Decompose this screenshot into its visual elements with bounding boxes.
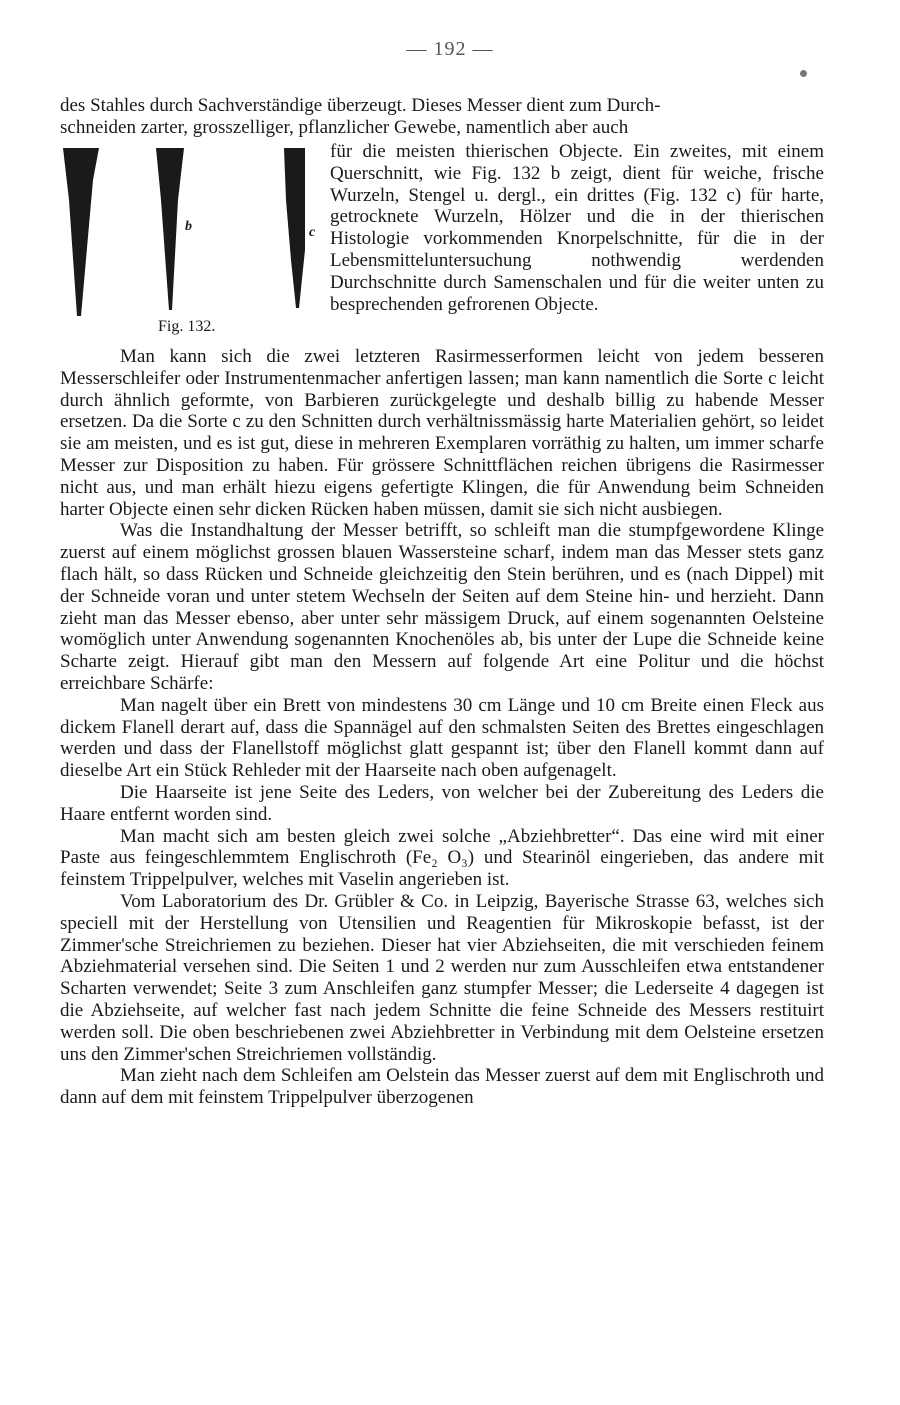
cross-section-b (156, 148, 184, 310)
page-number: — 192 — (406, 38, 494, 60)
figure-132 (55, 140, 325, 340)
paragraph-4: Die Haarseite ist jene Seite des Leders, von welcher bei der Zubereitung des Leders die Haare entfernt worden sind. (60, 781, 824, 825)
label-b: b (185, 219, 192, 234)
paragraph-7: Man zieht nach dem Schleifen am Oelstein das Messer zuerst auf dem mit Englischroth und dann auf dem mit feinstem Trippelpulver überzogenen (60, 1065, 824, 1109)
label-c: c (309, 225, 316, 240)
intro-line-2: schneiden zarter, grosszelliger, pflanzlicher Gewebe, namentlich aber auch (60, 116, 629, 138)
body-text (60, 346, 824, 1109)
wrap-text: für die meisten thierischen Objecte. Ein zweites, mit einem Querschnitt, wie Fig. 132 b zeigt, dient für weiche, frische Wurzeln, Stengel u. dergl., ein drittes (Fig. 132 c) für harte, getrocknete Wurzeln, Hölzer und die in der thierischen Histologie vorkommenden Knorpelschnitte, für die in der Lebensmitteluntersuchung nothwendig werdenden Durchschnitte durch Samenschalen und für die weiter unten zu besprechenden gefrorenen Objecte. (330, 141, 824, 315)
cross-section-c (284, 148, 305, 308)
intro-text (60, 95, 824, 139)
razor-cross-sections (55, 140, 325, 340)
paragraph-3: Man nagelt über ein Brett von mindestens 30 cm Länge und 10 cm Breite einen Fleck aus dickem Flanell derart auf, dass die Spannägel auf den schmalsten Seiten des Brettes eingeschlagen werden und dass der Flanellstoff möglichst glatt gespannt ist; über den Flanell kommt dann auf dieselbe Art ein Stück Rehleder mit der Haarseite nach oben aufgenagelt. (60, 694, 824, 782)
ink-dot (800, 70, 807, 77)
intro-line-1: des Stahles durch Sachverständige überzeugt. Dieses Messer dient zum Durch- (60, 95, 661, 116)
wrap-column (330, 141, 824, 315)
paragraph-1: Man kann sich die zwei letzteren Rasirmesserformen leicht von jedem besseren Messerschleifer oder Instrumentenmacher anfertigen lassen; man kann namentlich die Sorte c leicht durch ähnlich geformte, von Barbieren zurückgelegte und deshalb billig zu habende Messer ersetzen. Da die Sorte c zu den Schnitten durch verhältnissmässig harte Materialien gehört, so leidet sie am meisten, und es ist gut, diese in mehreren Exemplaren vorräthig zu halten, um immer scharfe Messer zur Disposition zu haben. Für grössere Schnittflächen reichen übrigens die Rasirmesser nicht aus, und man erhält hiezu eigens gefertigte Klingen, die für Anwendung beim Schneiden harter Objecte einen sehr dicken Rücken haben müssen, damit sie sich nicht ausbiegen. (60, 346, 824, 520)
paragraph-6: Vom Laboratorium des Dr. Grübler & Co. in Leipzig, Bayerische Strasse 63, welches sich speciell mit der Herstellung von Utensilien und Reagentien für Mikroskopie befasst, ist der Zimmer'sche Streichriemen zu beziehen. Dieser hat vier Abziehseiten, die mit verschieden feinem Abziehmaterial versehen sind. Die Seiten 1 und 2 werden nur zum Ausschleifen etwa entstandener Scharten verwendet; Seite 3 zum Anschleifen ganz stumpfer Messer; die Lederseite 4 dagegen ist die Abziehseite, auf welcher fast nach jedem Schnitte die feine Schneide des Messers restituirt werden soll. Die oben beschriebenen zwei Abziehbretter in Verbindung mit dem Oelsteine ersetzen uns den Zimmer'schen Streichriemen vollständig. (60, 890, 824, 1065)
paragraph-5: Man macht sich am besten gleich zwei solche „Abziehbretter“. Das eine wird mit einer Paste aus feingeschlemmtem Englischroth (Fe₂ O₃) und Stearinöl eingerieben, das andere mit feinstem Trippelpulver, welches mit Vaselin angerieben ist. (60, 825, 824, 891)
figure-caption: Fig. 132. (158, 318, 216, 335)
paragraph-2: Was die Instandhaltung der Messer betrifft, so schleift man die stumpfgewordene Klinge zuerst auf einem möglichst grossen blauen Wassersteine scharf, indem man das Messer stets ganz flach hält, so dass Rücken und Schneide gleichzeitig den Stein berühren, und es (nach Dippel) mit der Schneide voran und unter stetem Wechseln der Seiten auf dem Steine hin- und herzieht. Dann zieht man das Messer ebenso, aber unter sehr mässigem Druck, auf einem sogenannten Oelsteine womöglich unter Anwendung sogenannten Knochenöles ab, bis unter der Lupe die Schneide keine Scharte zeigt. Hierauf gibt man den Messern auf folgende Art eine Politur und die höchst erreichbare Schärfe: (60, 520, 824, 694)
label-a: a (79, 221, 86, 236)
